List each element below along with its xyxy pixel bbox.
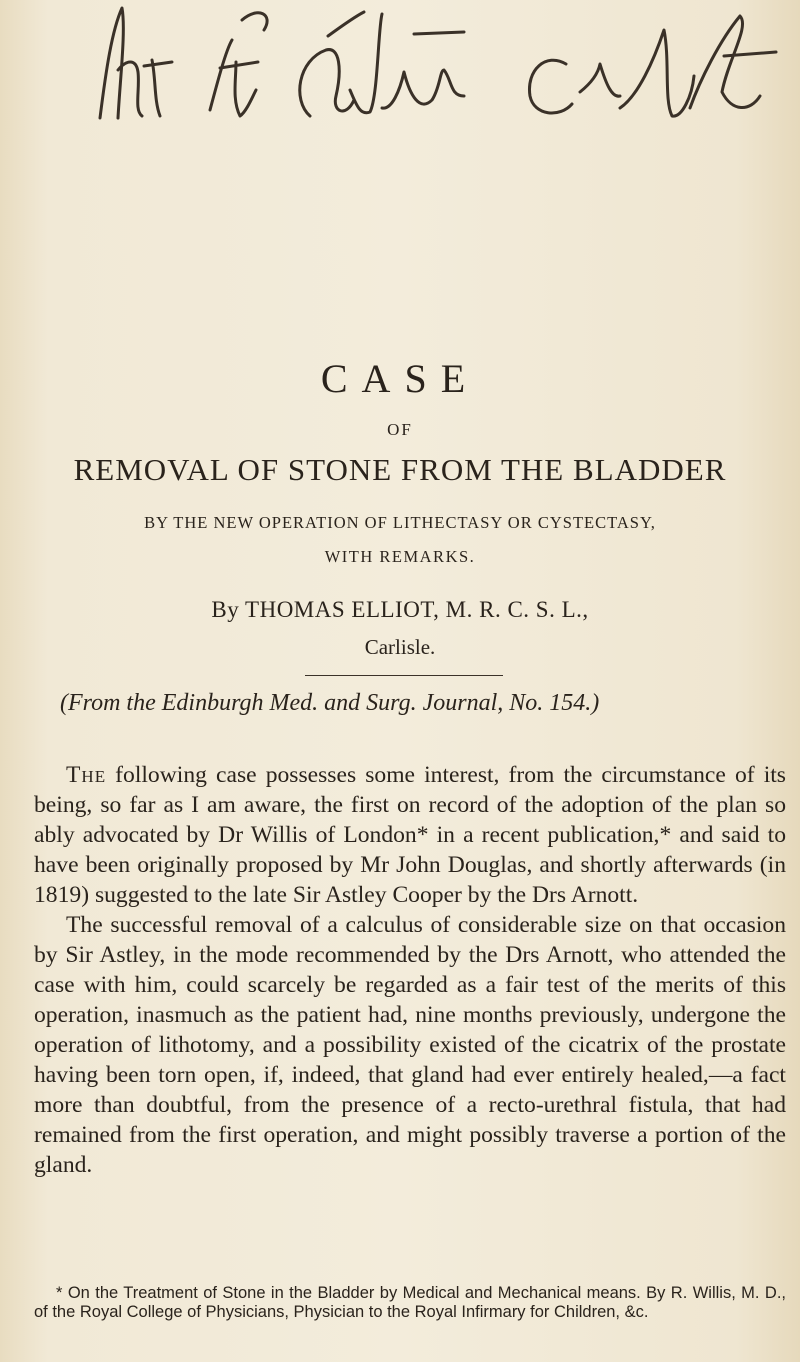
main-title: REMOVAL OF STONE FROM THE BLADDER	[73, 452, 727, 487]
paragraph-1	[34, 760, 786, 910]
body-text	[34, 760, 786, 1180]
source-citation: (From the Edinburgh Med. and Surg. Journal, No. 154.)	[60, 690, 600, 716]
handwriting-drawing	[60, 0, 800, 150]
paragraph-1-text: following case possesses some interest, from the circumstance of its being, so far as I am aware, the first on record of the adoption of the plan so ably advocated by Dr Willis of London* in a recent publication,* and said to have been originally proposed by Mr John Douglas, and shortly afterwards (in 1819) suggested to the late Sir Astley Cooper by the Drs Arnott.	[34, 762, 786, 908]
paragraph-2: The successful removal of a calculus of considerable size on that occasion by Sir Astley, in the mode recommended by the Drs Arnott, who attended the case with him, could scarcely be regarded as a fair test of the merits of this operation, inasmuch as the patient had, nine months previously, undergone the operation of lithotomy, and a possibility existed of the cicatrix of the prostate having been torn open, if, indeed, that gland had ever entirely healed,—a fact more than doubtful, from the presence of a recto-urethral fistula, that had remained from the first operation, and might possibly traverse a portion of the gland.	[34, 912, 786, 1178]
subtitle-remarks: WITH REMARKS.	[324, 547, 476, 566]
author-line: By THOMAS ELLIOT, M. R. C. S. L.,	[211, 597, 589, 622]
subtitle: BY THE NEW OPERATION OF LITHECTASY OR CYSTECTASY,	[144, 513, 656, 532]
handwritten-inscription	[60, 0, 800, 150]
footnote	[34, 1284, 786, 1322]
of-word: OF	[387, 420, 413, 439]
paragraph-lead-word: The	[66, 762, 107, 788]
divider-rule	[305, 675, 503, 676]
author-place: Carlisle.	[364, 635, 436, 659]
footnote-text: * On the Treatment of Stone in the Bladder by Medical and Mechanical means. By R. Willis, M. D., of the Royal College of Physicians, Physician to the Royal Infirmary for Children, &c.	[34, 1284, 786, 1321]
case-title: CASE	[320, 356, 480, 401]
